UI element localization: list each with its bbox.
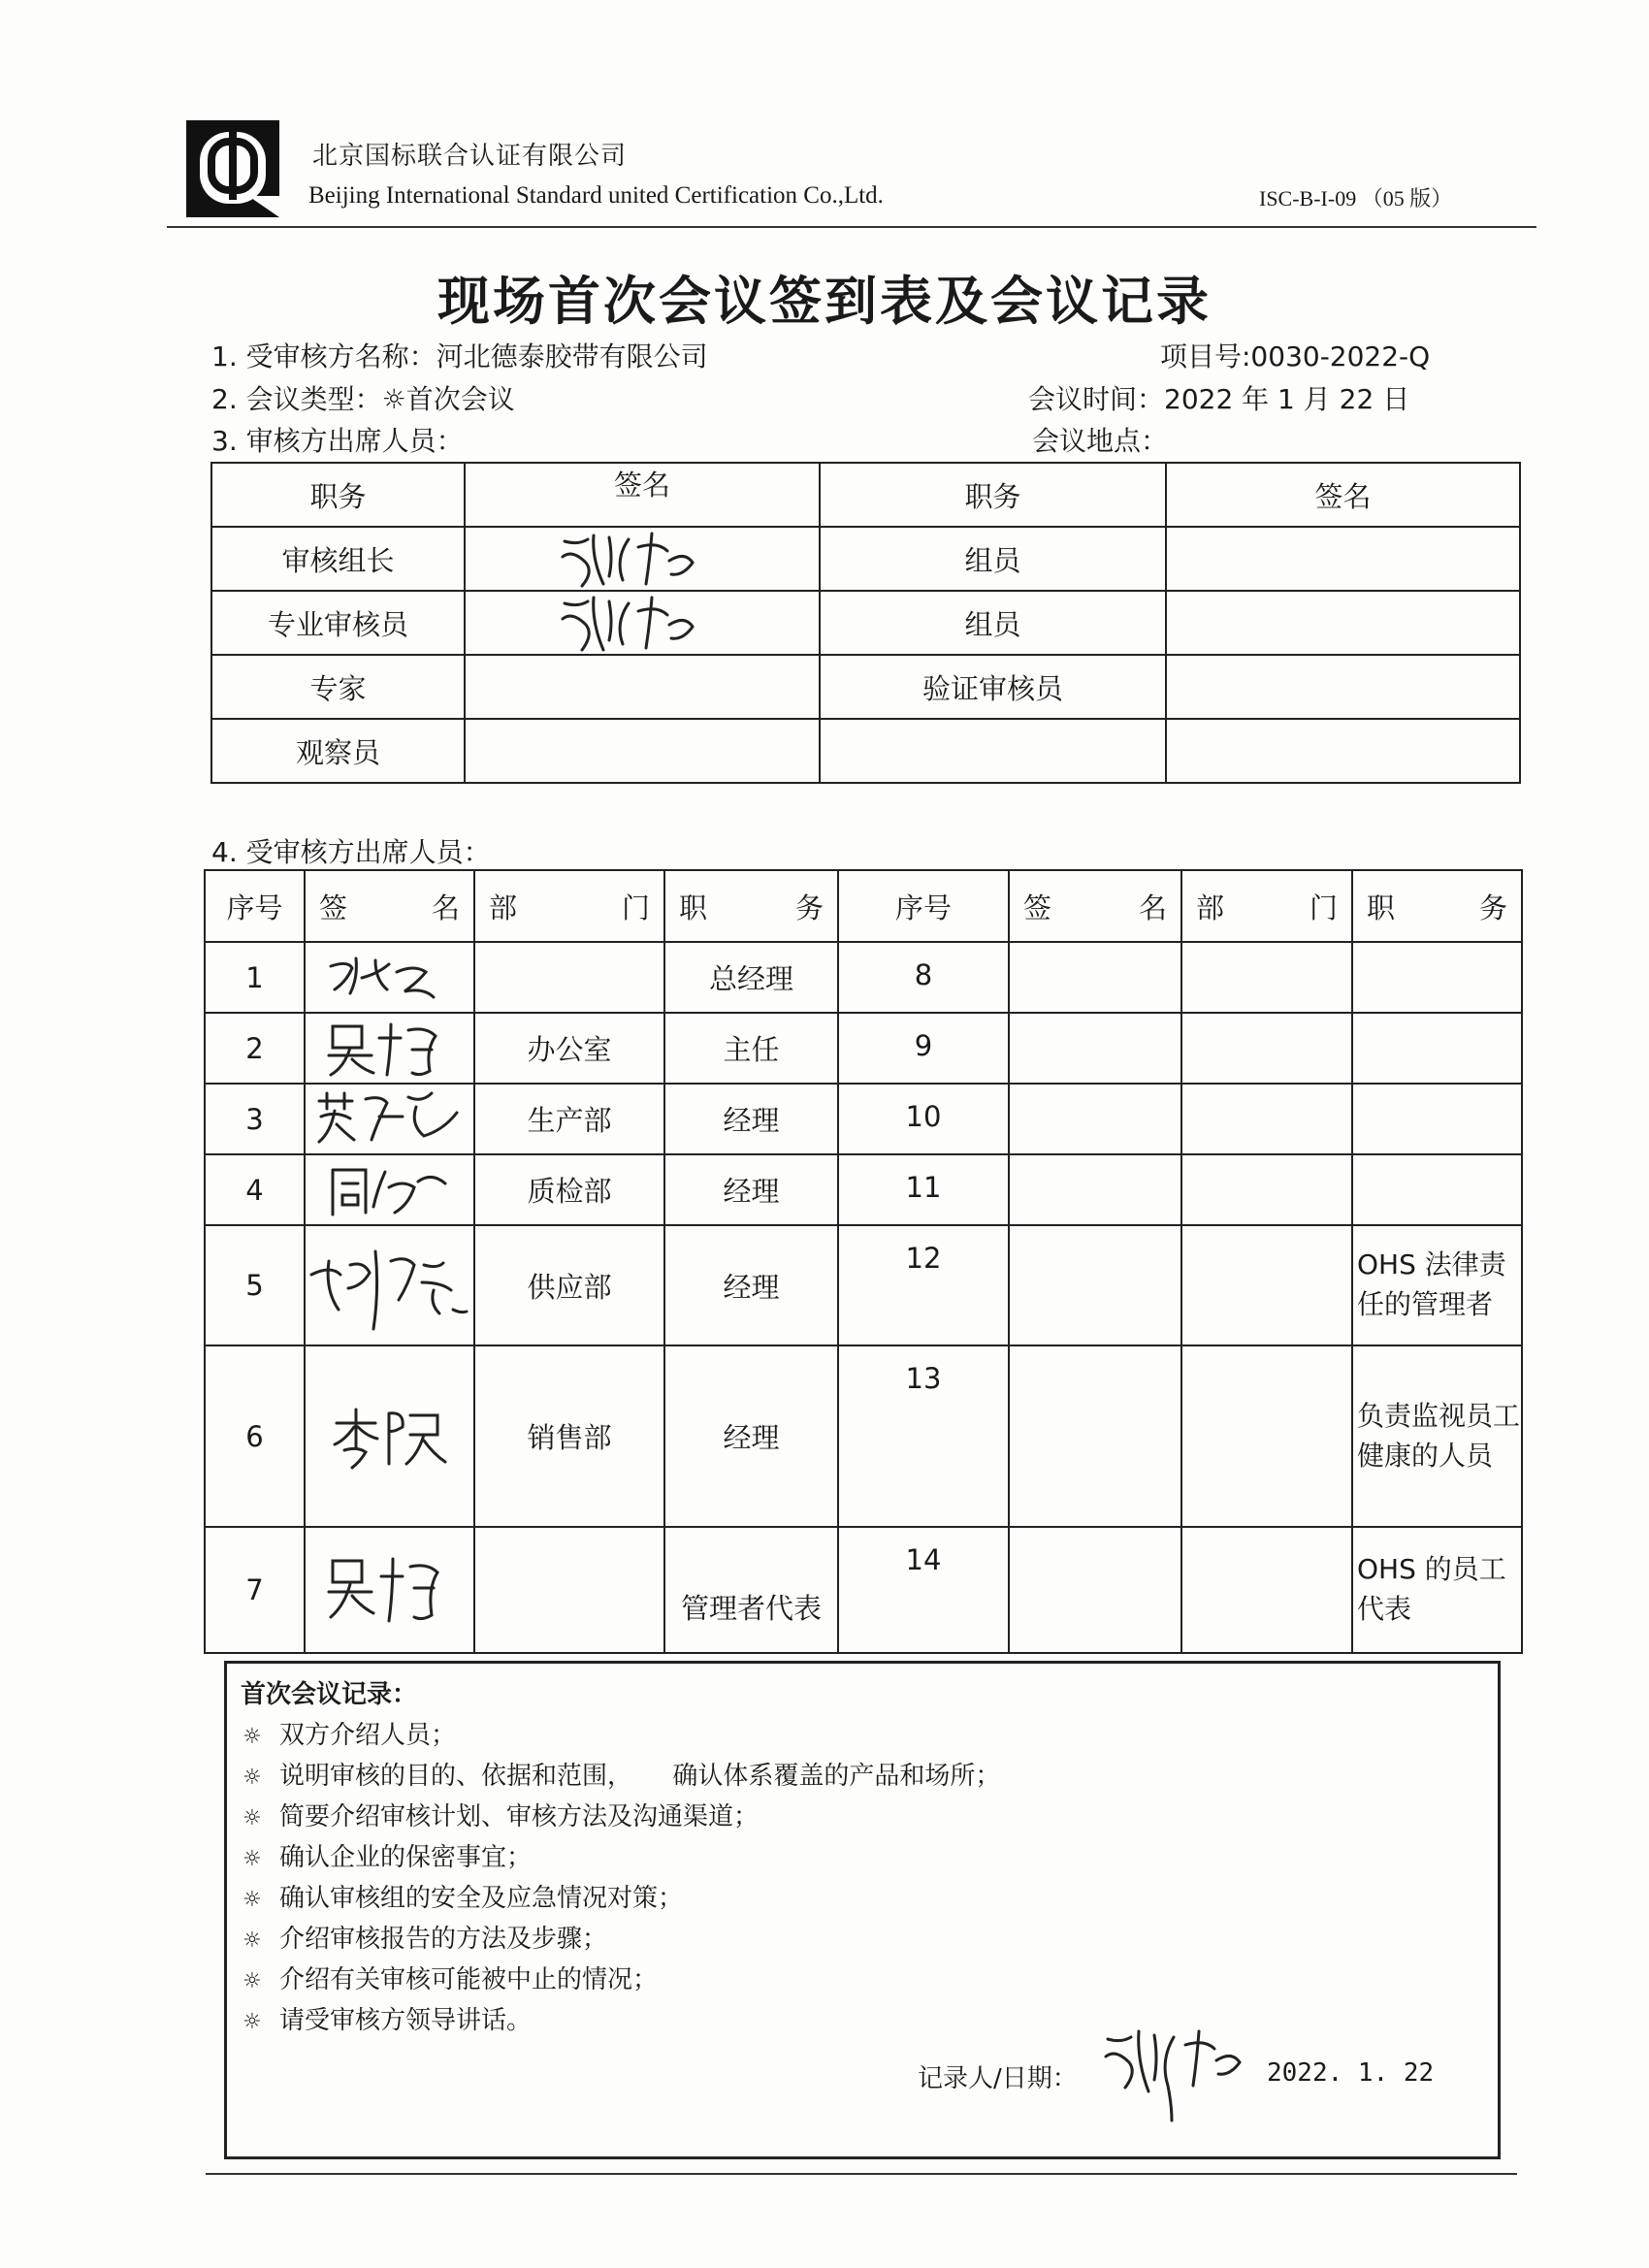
handwritten-signature [327, 1402, 453, 1472]
handwritten-signature [317, 1160, 463, 1220]
auditee-attendance-table [204, 869, 1523, 1654]
role-cell: 验证审核员 [820, 655, 1166, 719]
department-cell [1181, 942, 1352, 1013]
document-code: ISC-B-I-09 （05 版） [1259, 186, 1453, 211]
role-cell [820, 719, 1166, 783]
header-cell: 职务 [211, 463, 465, 527]
record-date: 2022. 1. 22 [1267, 2058, 1435, 2088]
position-cell: 经理 [664, 1084, 838, 1154]
row-number: 11 [838, 1154, 1009, 1225]
row-number: 2 [205, 1013, 305, 1084]
signature-cell [305, 1345, 474, 1527]
header-label: 部门 [1196, 891, 1338, 924]
table-row [205, 1154, 1522, 1225]
department-cell: 供应部 [474, 1225, 664, 1345]
list-item [242, 2000, 532, 2036]
table-row [205, 1013, 1522, 1084]
sun-bullet-icon: ☼ [242, 1928, 262, 1953]
role-cell: 专业审核员 [211, 591, 465, 655]
list-item [242, 1878, 683, 1914]
header-cell [1009, 870, 1181, 942]
list-item [242, 1715, 456, 1751]
header-cell [664, 870, 838, 942]
signature-cell [1009, 1084, 1181, 1154]
header-cell [305, 870, 474, 942]
department-cell [1181, 1013, 1352, 1084]
department-cell [474, 1527, 664, 1653]
table-row [211, 527, 1520, 591]
row-number: 14 [838, 1527, 1009, 1653]
list-item [242, 1919, 607, 1955]
table-row [205, 1225, 1522, 1345]
auditee-attendees-heading: 4. 受审核方出席人员： [211, 836, 491, 868]
meeting-record-title: 首次会议记录： [241, 1680, 418, 1709]
position-cell: OHS 的员工代表 [1352, 1527, 1522, 1653]
row-number: 1 [205, 942, 305, 1013]
list-item-text: 介绍有关审核可能被中止的情况； [279, 1965, 659, 1994]
signature-cell [305, 942, 474, 1013]
row-number: 6 [205, 1345, 305, 1527]
header-cell [1352, 870, 1522, 942]
row-number: 3 [205, 1084, 305, 1154]
table-row [205, 1345, 1522, 1527]
row-number: 4 [205, 1154, 305, 1225]
table-row [205, 942, 1522, 1013]
list-item-text: 说明审核的目的、依据和范围， 确认体系覆盖的产品和场所； [279, 1762, 1001, 1791]
signature-cell [1166, 719, 1520, 783]
signature-cell [1166, 591, 1520, 655]
handwritten-signature [307, 1232, 472, 1339]
handwritten-signature-liu [545, 528, 739, 590]
meeting-type-line: 2. 会议类型：☼首次会议 [211, 383, 515, 415]
footer-divider [206, 2173, 1517, 2175]
row-number: 8 [838, 942, 1009, 1013]
table-header-row [205, 870, 1522, 942]
row-number: 13 [838, 1345, 1009, 1527]
row-number: 12 [838, 1225, 1009, 1345]
sun-bullet-icon: ☼ [242, 1888, 262, 1912]
header-label: 部门 [489, 891, 650, 924]
auditee-name-line: 1. 受审核方名称：河北德泰胶带有限公司 [211, 340, 708, 373]
document-title: 现场首次会议签到表及会议记录 [437, 271, 1212, 332]
sun-bullet-icon: ☼ [242, 2010, 262, 2034]
company-name-cn: 北京国标联合认证有限公司 [312, 142, 628, 171]
department-cell [1181, 1084, 1352, 1154]
department-cell: 质检部 [474, 1154, 664, 1225]
list-item [242, 1960, 658, 1995]
meeting-place: 会议地点： [1032, 425, 1169, 457]
position-cell: OHS 法律责任的管理者 [1352, 1225, 1522, 1345]
position-cell: 主任 [664, 1013, 838, 1084]
position-cell: 总经理 [664, 942, 838, 1013]
department-cell [1181, 1154, 1352, 1225]
role-cell: 观察员 [211, 719, 465, 783]
role-cell: 审核组长 [211, 527, 465, 591]
signature-cell [1009, 1154, 1181, 1225]
signature-cell [305, 1154, 474, 1225]
position-cell: 负责监视员工健康的人员 [1352, 1345, 1522, 1527]
isc-logo-icon [180, 114, 285, 223]
row-number: 7 [205, 1527, 305, 1653]
handwritten-signature-liu [545, 592, 739, 654]
signature-cell [465, 719, 820, 783]
role-cell: 专家 [211, 655, 465, 719]
department-cell [474, 942, 664, 1013]
project-number: 项目号:0030-2022-Q [1160, 340, 1431, 373]
company-name-en: Beijing International Standard united Certification Co.,Ltd. [308, 182, 884, 209]
signature-cell [1009, 1527, 1181, 1653]
list-item-text: 双方介绍人员； [279, 1721, 457, 1750]
header-label: 签名 [1023, 891, 1167, 924]
position-cell [1352, 1154, 1522, 1225]
signature-cell [1009, 1345, 1181, 1527]
table-header-row [211, 463, 1520, 527]
table-row [211, 655, 1520, 719]
header-divider [167, 226, 1536, 228]
list-item-text: 介绍审核报告的方法及步骤； [279, 1925, 608, 1954]
role-cell: 组员 [820, 527, 1166, 591]
list-item-text: 确认审核组的安全及应急情况对策； [279, 1884, 684, 1913]
header-cell: 签名 [1166, 463, 1520, 527]
signature-cell [465, 527, 820, 591]
handwritten-signature-recorder [1094, 2018, 1259, 2124]
header-label: 职务 [679, 891, 824, 924]
signature-cell [1009, 942, 1181, 1013]
sun-bullet-icon: ☼ [242, 1847, 262, 1871]
handwritten-signature [317, 949, 463, 1007]
department-cell: 生产部 [474, 1084, 664, 1154]
position-cell: 经理 [664, 1345, 838, 1527]
sun-bullet-icon: ☼ [242, 1725, 262, 1749]
row-number: 5 [205, 1225, 305, 1345]
row-number: 9 [838, 1013, 1009, 1084]
position-cell [1352, 1084, 1522, 1154]
list-item [242, 1837, 532, 1873]
row-number: 10 [838, 1084, 1009, 1154]
auditor-attendees-heading: 3. 审核方出席人员： [211, 425, 464, 457]
header-label: 职务 [1367, 891, 1507, 924]
handwritten-signature [317, 1017, 463, 1081]
position-cell: 经理 [664, 1154, 838, 1225]
department-cell [1181, 1225, 1352, 1345]
position-cell [1352, 1013, 1522, 1084]
signature-cell [1009, 1013, 1181, 1084]
signature-cell [1166, 527, 1520, 591]
header-label: 签名 [319, 891, 460, 924]
table-row [205, 1527, 1522, 1653]
list-item [242, 1756, 1000, 1792]
department-cell: 销售部 [474, 1345, 664, 1527]
sun-bullet-icon: ☼ [242, 1806, 262, 1831]
signature-cell [305, 1225, 474, 1345]
meeting-time: 会议时间：2022 年 1 月 22 日 [1028, 383, 1410, 415]
list-item-text: 请受审核方领导讲话。 [279, 2006, 533, 2035]
recorder-label: 记录人/日期： [918, 2064, 1078, 2093]
sun-bullet-icon: ☼ [242, 1969, 262, 1993]
signature-cell [1166, 655, 1520, 719]
position-cell: 管理者代表 [664, 1527, 838, 1653]
auditor-attendance-table [210, 462, 1521, 784]
signature-cell [465, 591, 820, 655]
handwritten-signature [307, 1087, 472, 1151]
table-row [205, 1084, 1522, 1154]
list-item-text: 简要介绍审核计划、审核方法及沟通渠道； [279, 1802, 760, 1831]
role-cell: 组员 [820, 591, 1166, 655]
header-cell [1181, 870, 1352, 942]
sun-bullet-icon: ☼ [242, 1766, 262, 1790]
table-row [211, 591, 1520, 655]
department-cell [1181, 1527, 1352, 1653]
header-cell: 序号 [205, 870, 305, 942]
signature-cell [305, 1527, 474, 1653]
header-cell [474, 870, 664, 942]
signature-cell [305, 1084, 474, 1154]
signature-cell [305, 1013, 474, 1084]
department-cell: 办公室 [474, 1013, 664, 1084]
list-item-text: 确认企业的保密事宜； [279, 1843, 533, 1872]
position-cell [1352, 942, 1522, 1013]
department-cell [1181, 1345, 1352, 1527]
table-row [211, 719, 1520, 783]
signature-cell [1009, 1225, 1181, 1345]
signature-cell [465, 655, 820, 719]
header-cell: 序号 [838, 870, 1009, 942]
position-cell: 经理 [664, 1225, 838, 1345]
list-item [242, 1797, 759, 1832]
header-cell: 职务 [820, 463, 1166, 527]
header-cell: 签名 [465, 463, 820, 527]
handwritten-signature [317, 1549, 463, 1631]
